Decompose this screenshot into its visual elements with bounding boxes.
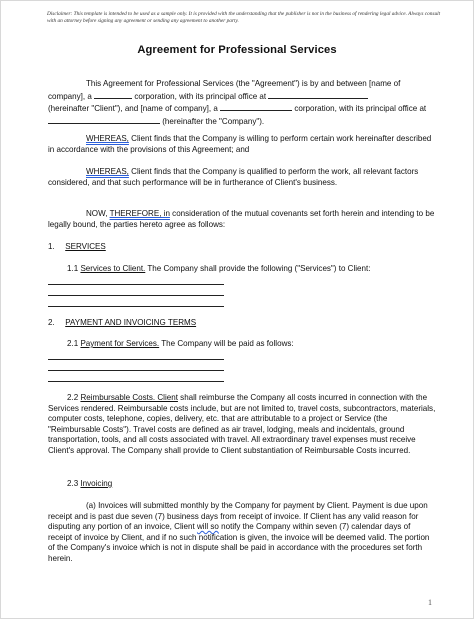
- whereas-paragraph-1: [48, 134, 436, 155]
- intro-text-e: (hereinafter the "Company").: [162, 116, 265, 126]
- whereas-text: Client finds that the Company is qualified to perform the work, all relevant factors considered, and that such performance will be in furtherance of Client's business.: [48, 167, 419, 187]
- payment-blank-line-2[interactable]: [48, 370, 224, 371]
- subsection-number: 2.1: [67, 339, 79, 348]
- invoicing-text-2: notify the Company within seven (7) calendar days of receipt of invoice by Client, and if no such notification is given, the invoice will be deemed valid. The portion of the Company's invoice which is not in dispute shall be paid in accordance with the procedures set forth herein.: [48, 522, 430, 563]
- whereas-paragraph-2: [48, 167, 436, 188]
- now-text-start: NOW,: [86, 209, 110, 218]
- section-heading: SERVICES: [65, 242, 106, 251]
- section-number: 2.: [48, 318, 55, 327]
- whereas-keyword: WHEREAS,: [86, 167, 129, 176]
- blank-field[interactable]: [268, 90, 368, 99]
- now-therefore-paragraph: [48, 209, 436, 230]
- will-so-keyword: will so: [196, 522, 219, 532]
- page-title: Agreement for Professional Services: [137, 44, 337, 56]
- subsection-heading: Invoicing: [80, 479, 113, 488]
- subsection-text: The Company shall provide the following ("Services") to Client:: [145, 264, 371, 273]
- disclaimer-text: Disclaimer: This template is intended to be used as a sample only. It is provided with the understanding that the publisher is not in the business of rendering legal advice. Always consult with an attorney before signing any agreement or sending any agreement to another party.: [47, 11, 441, 24]
- subsection-text: shall reimburse the Company all costs incurred in connection with the Services rendered. Reimbursable costs include, but are not limited to, travel costs, subcontractors, materials, computer costs, telephone, copies, delivery, etc. that are attributable to a project or Service (the "Reimbursable Costs"). Travel costs are defined as air travel, lodging, meals and incidentals, ground transportation, tools, and all costs associated with travel. All extraordinary travel expenses must receive Client's approval. The Company shall provide to Client substantiation of Reimbursable Costs incurred.: [48, 393, 436, 455]
- section-1-heading: [48, 242, 436, 253]
- subsection-number: 2.3: [67, 479, 79, 488]
- whereas-keyword: WHEREAS,: [86, 134, 129, 143]
- section-2-3: [48, 479, 436, 490]
- page-number: 1: [428, 598, 432, 607]
- intro-text-b: corporation, with its principal office at: [134, 91, 267, 101]
- section-number: 1.: [48, 242, 55, 251]
- section-2-heading: [48, 318, 436, 329]
- intro-text-a: This Agreement for Professional Services (the "Agreement") is by and between [name of company], a: [48, 79, 401, 101]
- subsection-text: The Company will be paid as follows:: [159, 339, 294, 348]
- intro-text-d: corporation, with its principal office at: [294, 104, 427, 114]
- subsection-heading: Services to Client.: [80, 264, 146, 273]
- payment-blank-line-1[interactable]: [48, 359, 224, 360]
- subsection-heading: Payment for Services.: [80, 339, 160, 348]
- therefore-keyword: THEREFORE, in: [109, 209, 170, 218]
- now-text: consideration of the mutual covenants set forth herein and intending to be legally bound, the parties hereto agree as follows:: [48, 209, 435, 229]
- section-heading: PAYMENT AND INVOICING TERMS: [65, 318, 197, 327]
- section-2-1: [48, 339, 436, 350]
- section-2-3-a: [48, 501, 436, 565]
- invoicing-text-1: (a) Invoices will submitted monthly by the Company for payment by Client. Payment is due upon receipt and is past due seven (7) business days from receipt of invoice. If Client has any valid reason for disputing any portion of an invoice, Client: [48, 501, 428, 532]
- subsection-number: 1.1: [67, 264, 79, 273]
- intro-paragraph: [48, 79, 436, 127]
- services-blank-line-3[interactable]: [48, 306, 224, 307]
- payment-blank-line-3[interactable]: [48, 381, 224, 382]
- section-2-2: [48, 393, 436, 457]
- subsection-heading: Reimbursable Costs. Client: [80, 393, 178, 402]
- services-blank-line-1[interactable]: [48, 284, 224, 285]
- whereas-text: Client finds that the Company is willing to perform certain work hereinafter described in accordance with the provisions of this Agreement; and: [48, 134, 432, 154]
- blank-field[interactable]: [94, 90, 132, 99]
- blank-field[interactable]: [48, 115, 160, 124]
- section-1-1: [48, 264, 436, 275]
- subsection-number: 2.2: [67, 393, 79, 402]
- blank-field[interactable]: [220, 102, 292, 111]
- services-blank-line-2[interactable]: [48, 295, 224, 296]
- intro-text-c: (hereinafter "Client"), and [name of company], a: [48, 104, 218, 114]
